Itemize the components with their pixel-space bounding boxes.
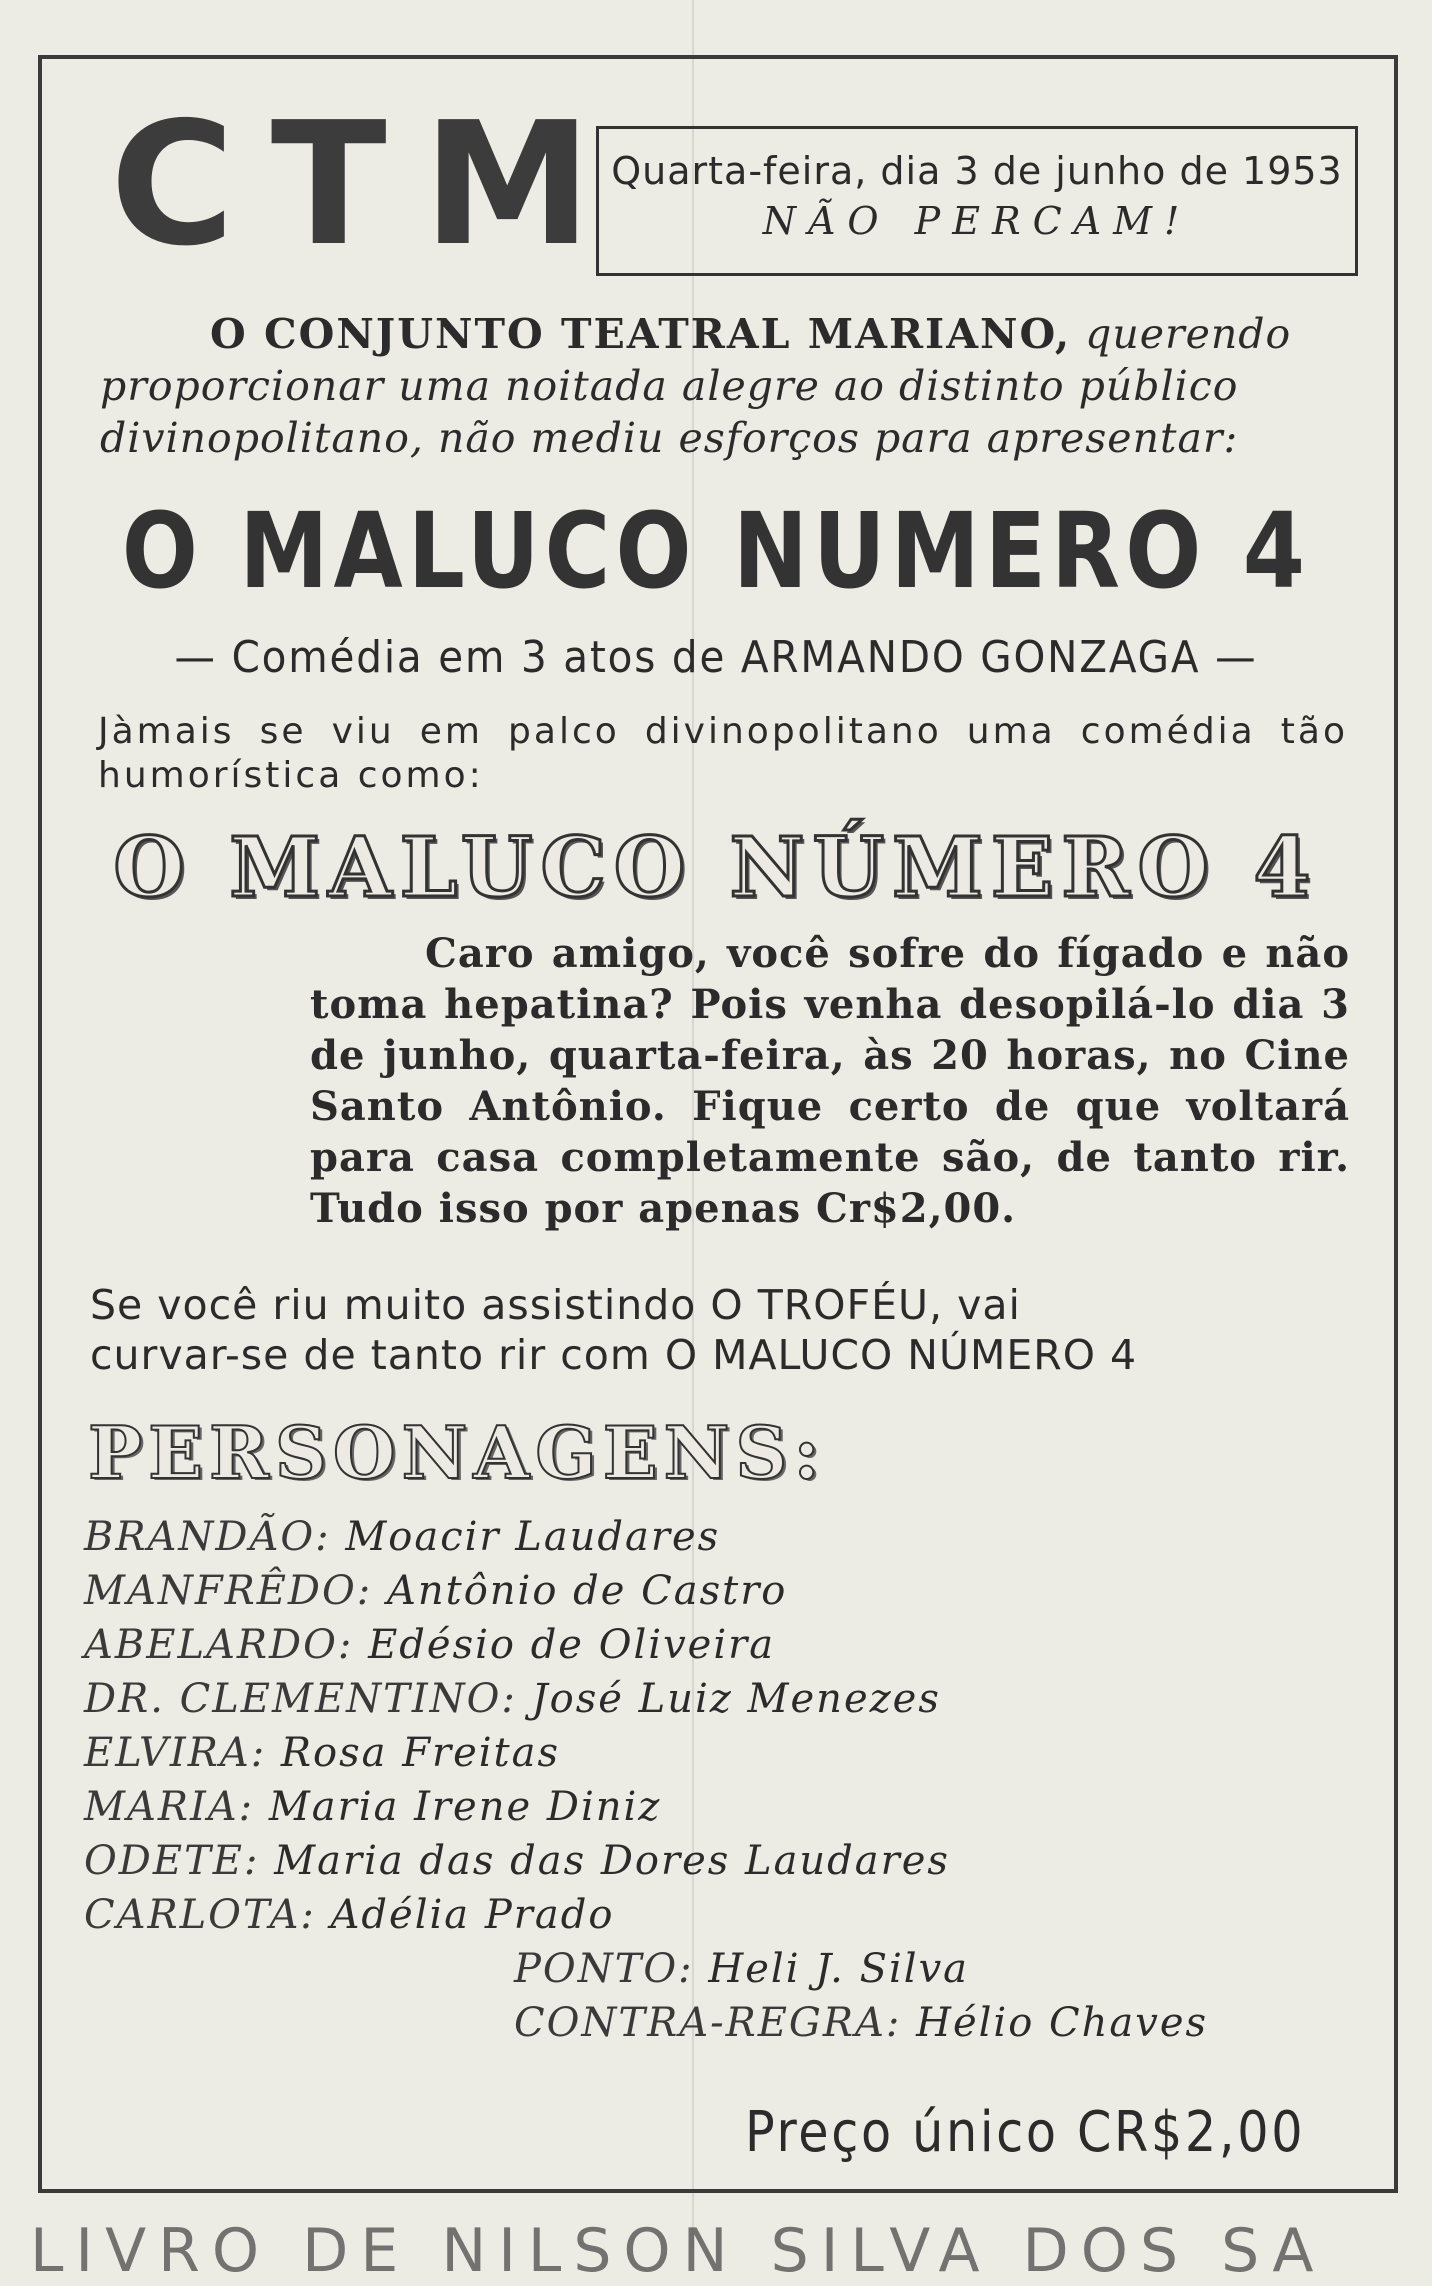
cast-role: MANFRÊDO:	[84, 1568, 373, 1614]
cast-actor: Antônio de Castro	[386, 1568, 788, 1614]
cast-role: BRANDÃO:	[84, 1514, 331, 1560]
intro-paragraph	[100, 308, 1360, 464]
intro-text: querendo proporcionar uma noitada alegre ao distinto público divinopolitano, não mediu esforços para apresentar:	[100, 310, 1292, 462]
cast-list	[84, 1510, 1364, 2050]
ticket-price: Preço único CR$2,00	[745, 2100, 1306, 2165]
cast-role: ABELARDO:	[84, 1622, 354, 1668]
cast-role: MARIA:	[84, 1784, 255, 1830]
trofeu-line-1: Se você riu muito assistindo O TROFÉU, vai	[90, 1281, 1021, 1329]
cast-row	[84, 1618, 1364, 1672]
cast-actor: Heli J. Silva	[708, 1946, 970, 1992]
cast-actor: Maria das das Dores Laudares	[274, 1838, 950, 1884]
ctm-logo: CTM	[110, 86, 628, 284]
cast-actor: Rosa Freitas	[280, 1730, 560, 1776]
cast-role: ODETE:	[84, 1838, 260, 1884]
cast-role: PONTO:	[514, 1946, 694, 1992]
date-box	[596, 126, 1358, 276]
cast-role: CARLOTA:	[84, 1892, 316, 1938]
cast-row	[84, 1942, 1364, 1996]
handwritten-note: LIVRO DE NILSON SILVA DOS SA	[30, 2216, 1326, 2286]
cast-row	[84, 1564, 1364, 1618]
play-subtitle: — Comédia em 3 atos de ARMANDO GONZAGA —	[174, 632, 1258, 683]
cast-actor: Adélia Prado	[330, 1892, 615, 1938]
never-seen-text: Jàmais se viu em palco divinopolitano uma comédia tão humorística como:	[98, 711, 1348, 796]
cast-actor: José Luiz Menezes	[531, 1676, 941, 1722]
cast-row	[84, 1996, 1364, 2050]
cast-actor: Edésio de Oliveira	[368, 1622, 776, 1668]
cast-row	[84, 1510, 1364, 1564]
trofeu-text	[90, 1280, 1240, 1380]
promo-paragraph	[310, 928, 1350, 1234]
cast-actor: Hélio Chaves	[916, 2000, 1209, 2046]
company-name: O CONJUNTO TEATRAL MARIANO,	[210, 310, 1072, 358]
cast-row	[84, 1780, 1364, 1834]
promo-text: Caro amigo, você sofre do fígado e não toma hepatina? Pois venha desopilá-lo dia 3 de junho, quarta-feira, às 20 horas, no Cine Santo Antônio. Fique certo de que voltará para casa completamente são, de tanto rir. Tudo isso por apenas Cr$2,00.	[310, 930, 1350, 1232]
cast-role: DR. CLEMENTINO:	[84, 1676, 517, 1722]
play-title: O MALUCO NUMERO 4	[121, 490, 1311, 612]
cast-heading: PERSONAGENS:	[88, 1410, 826, 1495]
cast-row	[84, 1726, 1364, 1780]
cast-actor: Maria Irene Diniz	[268, 1784, 662, 1830]
cast-row	[84, 1834, 1364, 1888]
play-title-decorative: O MALUCO NÚMERO 4	[113, 820, 1319, 916]
trofeu-line-2: curvar-se de tanto rir com O MALUCO NÚMERO 4	[90, 1331, 1138, 1379]
slogan: NÃO PERCAM!	[762, 199, 1192, 243]
cast-actor: Moacir Laudares	[345, 1514, 721, 1560]
cast-role: CONTRA-REGRA:	[514, 2000, 902, 2046]
cast-row	[84, 1672, 1364, 1726]
cast-role: ELVIRA:	[84, 1730, 267, 1776]
cast-row	[84, 1888, 1364, 1942]
event-date: Quarta-feira, dia 3 de junho de 1953	[611, 149, 1343, 193]
